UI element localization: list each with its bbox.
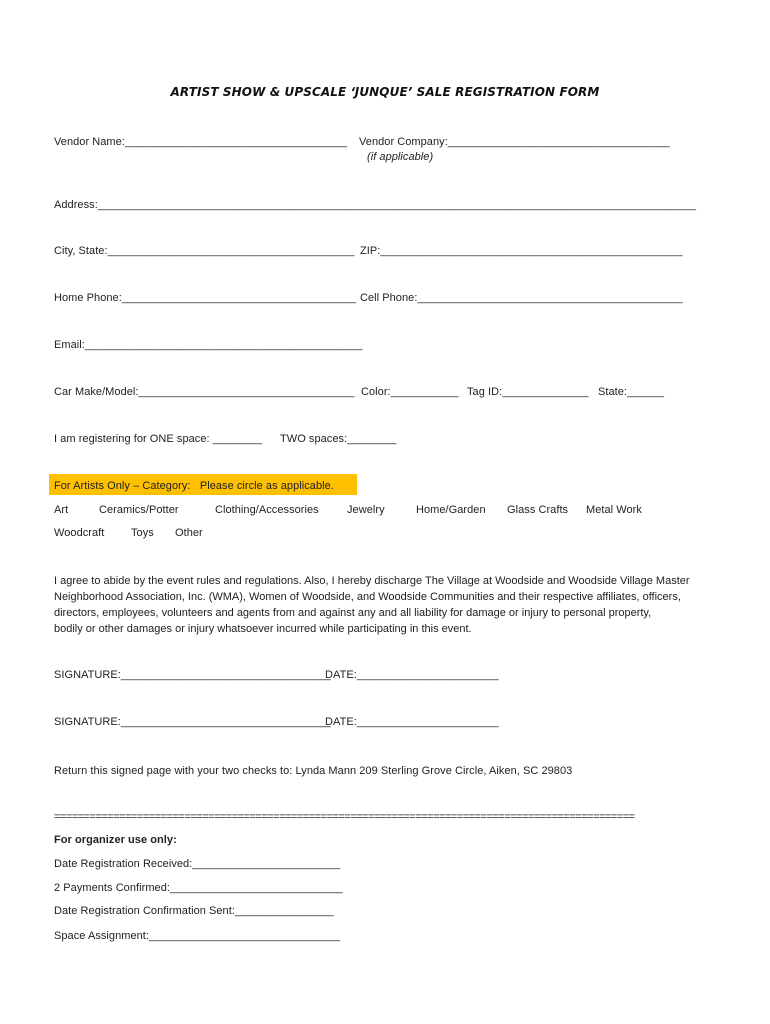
category-option-metal-work[interactable]: Metal Work — [586, 504, 642, 516]
date-received-field[interactable]: Date Registration Received:________________________ — [54, 858, 341, 870]
separator-line: ================================================================================================== — [54, 811, 635, 823]
agreement-line: directors, employees, volunteers and agents from and against any and all liability for damage or injury to personal property, — [54, 607, 652, 619]
category-heading: For Artists Only – Category: Please circle as applicable. — [54, 480, 334, 492]
agreement-line: Neighborhood Association, Inc. (WMA), Women of Woodside, and Woodside Communities and their respective affiliates, officers, — [54, 591, 681, 603]
confirmation-sent-field[interactable]: Date Registration Confirmation Sent:________________ — [54, 905, 334, 917]
vendor-company-field[interactable]: Vendor Company:____________________________________ — [359, 136, 670, 148]
vendor-company-note: (if applicable) — [367, 151, 434, 163]
category-option-ceramics[interactable]: Ceramics/Potter — [99, 504, 179, 516]
category-option-jewelry[interactable]: Jewelry — [347, 504, 385, 516]
category-option-woodcraft[interactable]: Woodcraft — [54, 527, 105, 539]
car-state-field[interactable]: State:______ — [598, 386, 665, 398]
organizer-heading: For organizer use only: — [54, 834, 177, 846]
category-option-art[interactable]: Art — [54, 504, 69, 516]
category-option-clothing[interactable]: Clothing/Accessories — [215, 504, 319, 516]
agreement-line: bodily or other damages or injury whatsoever incurred while participating in this event. — [54, 623, 472, 635]
cell-phone-field[interactable]: Cell Phone:___________________________________________ — [360, 292, 683, 304]
space-assignment-field[interactable]: Space Assignment:_______________________________ — [54, 930, 341, 942]
tag-id-field[interactable]: Tag ID:______________ — [467, 386, 589, 398]
form-title: ARTIST SHOW & UPSCALE ‘JUNQUE’ SALE REGISTRATION FORM — [170, 85, 600, 99]
city-state-field[interactable]: City, State:________________________________________ — [54, 245, 355, 257]
category-option-toys[interactable]: Toys — [131, 527, 154, 539]
car-color-field[interactable]: Color:___________ — [361, 386, 459, 398]
signature-field-1[interactable]: SIGNATURE:__________________________________ — [54, 669, 331, 681]
return-note: Return this signed page with your two checks to: Lynda Mann 209 Sterling Grove Circle, Aiken, SC 29803 — [54, 765, 573, 777]
one-space-field[interactable]: I am registering for ONE space: ________ — [54, 433, 263, 445]
vendor-name-field[interactable]: Vendor Name:____________________________________ — [54, 136, 347, 148]
payments-confirmed-field[interactable]: 2 Payments Confirmed:____________________________ — [54, 882, 343, 894]
address-field[interactable]: Address:_________________________________________________________________________________________________ — [54, 199, 697, 211]
date-field-2[interactable]: DATE:_______________________ — [325, 716, 499, 728]
category-option-home-garden[interactable]: Home/Garden — [416, 504, 486, 516]
category-option-other[interactable]: Other — [175, 527, 203, 539]
two-spaces-field[interactable]: TWO spaces:________ — [280, 433, 397, 445]
email-field[interactable]: Email:_____________________________________________ — [54, 339, 363, 351]
category-option-glass-crafts[interactable]: Glass Crafts — [507, 504, 569, 516]
zip-field[interactable]: ZIP:_________________________________________________ — [360, 245, 683, 257]
home-phone-field[interactable]: Home Phone:______________________________________ — [54, 292, 357, 304]
car-make-model-field[interactable]: Car Make/Model:___________________________________ — [54, 386, 355, 398]
signature-field-2[interactable]: SIGNATURE:__________________________________ — [54, 716, 331, 728]
agreement-paragraph — [54, 573, 734, 637]
date-field-1[interactable]: DATE:_______________________ — [325, 669, 499, 681]
agreement-line: I agree to abide by the event rules and regulations. Also, I hereby discharge The Village at Woodside and Woodside Village Master — [54, 575, 690, 587]
